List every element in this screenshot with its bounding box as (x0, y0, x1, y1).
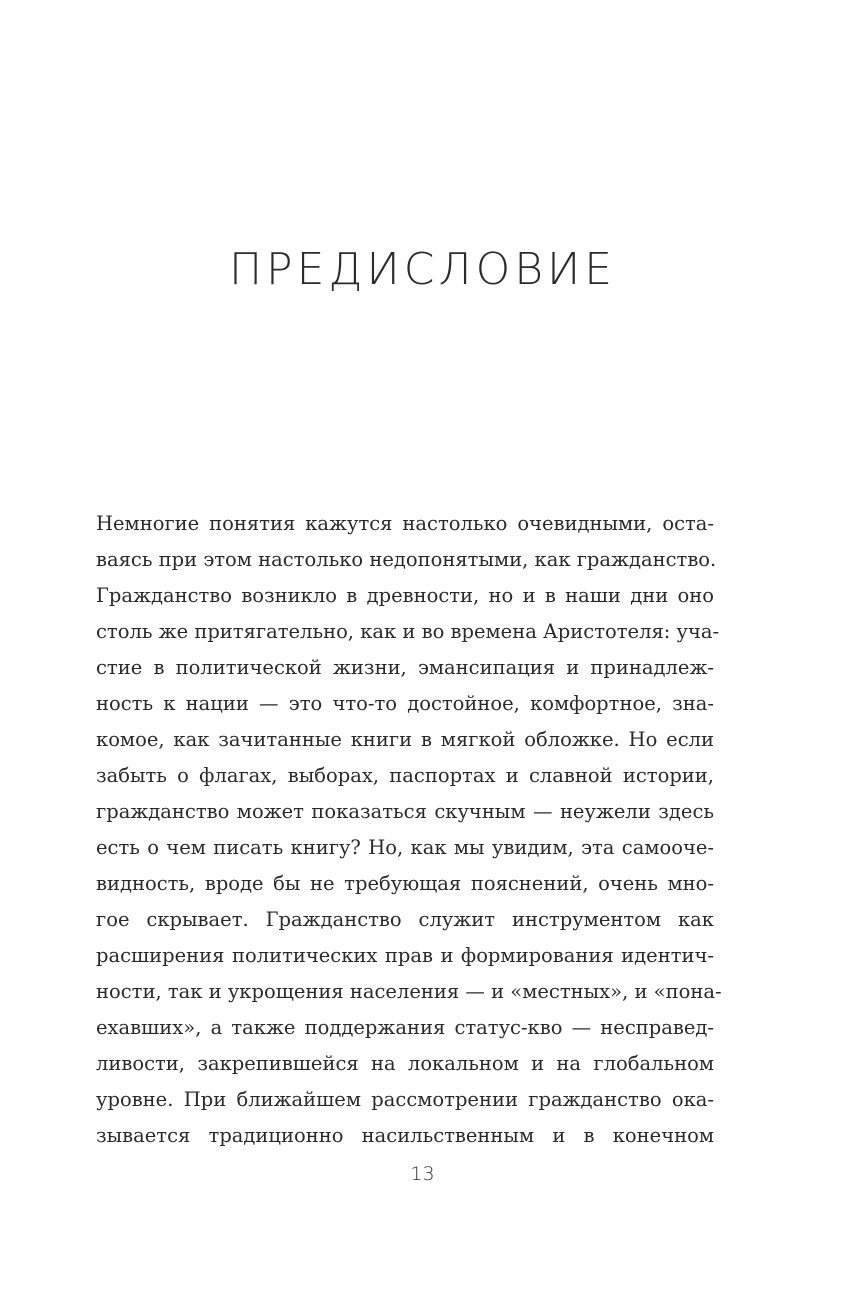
text-line: комое, как зачитанные книги в мягкой обложке. Но если (96, 728, 714, 751)
page-number: 13 (410, 1163, 435, 1185)
text-line: ность к нации — это что-то достойное, комфортное, зна- (96, 692, 714, 715)
text-line: ваясь при этом настолько недопонятыми, как гражданство. (96, 548, 717, 571)
text-line: видность, вроде бы не требующая пояснений, очень мно- (96, 872, 714, 895)
text-line: уровне. При ближайшем рассмотрении гражданство ока- (96, 1088, 714, 1111)
text-line: Гражданство возникло в древности, но и в наши дни оно (96, 584, 714, 607)
text-line: зывается традиционно насильственным и в конечном (96, 1124, 714, 1147)
text-line: столь же притягательно, как и во времена Аристотеля: уча- (96, 620, 720, 643)
chapter-title: ПРЕДИСЛОВИЕ (228, 244, 617, 295)
text-line: Немногие понятия кажутся настолько очевидными, оста- (96, 512, 714, 535)
text-line: ливости, закрепившейся на локальном и на глобальном (96, 1052, 714, 1075)
text-line: забыть о флагах, выборах, паспортах и славной истории, (96, 764, 714, 787)
text-line: гое скрывает. Гражданство служит инструментом как (96, 908, 714, 931)
text-line: гражданство может показаться скучным — неужели здесь (96, 800, 714, 823)
text-line: есть о чем писать книгу? Но, как мы увидим, эта самооче- (96, 836, 714, 859)
body-text (96, 506, 722, 1154)
text-line: ехавших», а также поддержания статус-кво — несправед- (96, 1016, 714, 1039)
text-line: стие в политической жизни, эмансипация и принадлеж- (96, 656, 714, 679)
text-line: расширения политических прав и формирования идентич- (96, 944, 714, 967)
text-line: ности, так и укрощения населения — и «местных», и «пона- (96, 980, 722, 1003)
